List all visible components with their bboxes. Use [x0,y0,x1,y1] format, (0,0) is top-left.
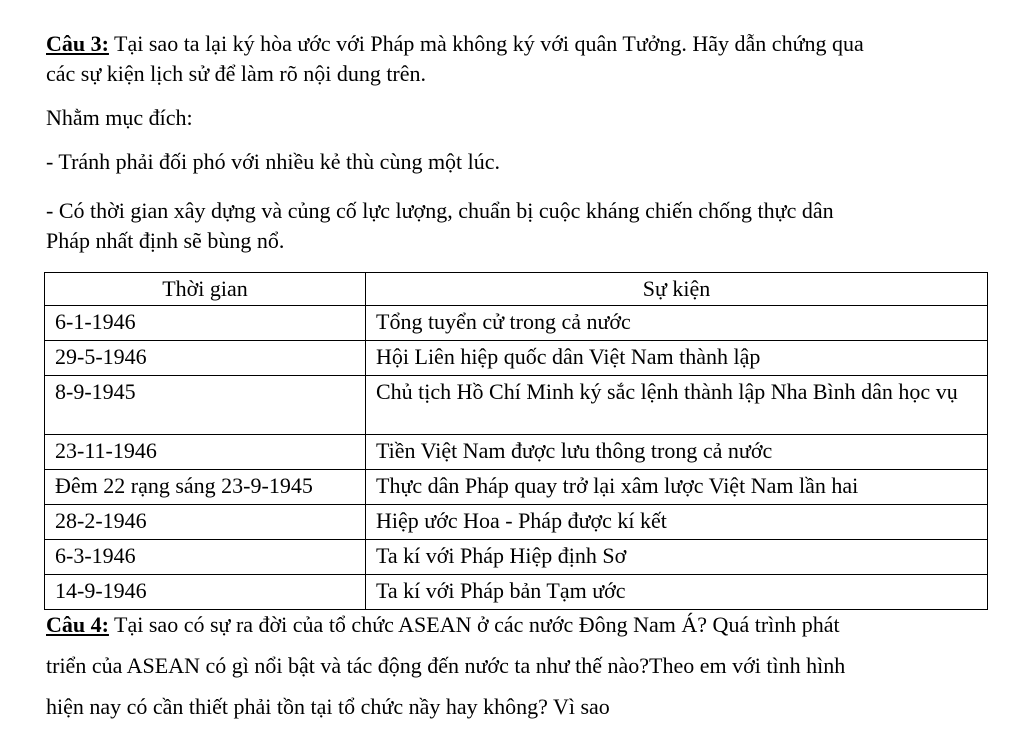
cell-event: Tiền Việt Nam được lưu thông trong cả nước [366,435,988,470]
cell-event: Ta kí với Pháp bản Tạm ước [366,575,988,610]
cell-time: 14-9-1946 [45,575,366,610]
question-4-text-line2: triển của ASEAN có gì nổi bật và tác động đến nước ta như thế nào?Theo em với tình hình [46,653,846,678]
table-row [45,470,988,505]
table-row [45,376,988,435]
cell-event: Chủ tịch Hồ Chí Minh ký sắc lệnh thành lập Nha Bình dân học vụ [366,376,988,435]
cell-time: Đêm 22 rạng sáng 23-9-1945 [45,470,366,505]
cell-event: Thực dân Pháp quay trở lại xâm lược Việt Nam lần hai [366,470,988,505]
table-row [45,435,988,470]
cell-time: 8-9-1945 [45,376,366,435]
question-3-text-line1: Tại sao ta lại ký hòa ước với Pháp mà không ký với quân Tưởng. Hãy dẫn chứng qua [108,31,864,56]
cell-time: 28-2-1946 [45,505,366,540]
header-time: Thời gian [45,273,366,306]
cell-time: 6-3-1946 [45,540,366,575]
question-4-label: Câu 4: [46,612,109,637]
cell-event: Ta kí với Pháp Hiệp định Sơ [366,540,988,575]
table-row [45,505,988,540]
question-3-text-line2: các sự kiện lịch sử để làm rõ nội dung trên. [46,61,427,86]
table-row [45,540,988,575]
answer-point-2-line1: - Có thời gian xây dựng và củng cố lực lượng, chuẩn bị cuộc kháng chiến chống thực dân [46,198,834,223]
question-4-text-line1: Tại sao có sự ra đời của tổ chức ASEAN ở các nước Đông Nam Á? Quá trình phát [108,612,840,637]
table-header-row [45,273,988,306]
question-3-label: Câu 3: [46,31,109,56]
cell-time: 29-5-1946 [45,341,366,376]
answer-point-2 [46,196,996,256]
events-table [44,272,988,610]
header-event: Sự kiện [366,273,988,306]
cell-time: 6-1-1946 [45,306,366,341]
table-row [45,341,988,376]
question-3 [46,29,996,89]
answer-intro: Nhằm mục đích: [46,105,193,130]
answer-point-2-line2: Pháp nhất định sẽ bùng nổ. [46,228,285,253]
cell-time: 23-11-1946 [45,435,366,470]
question-4-text-line3: hiện nay có cần thiết phải tồn tại tổ chức nầy hay không? Vì sao [46,694,610,719]
cell-event: Tổng tuyển cử trong cả nước [366,306,988,341]
answer-point-1: - Tránh phải đối phó với nhiều kẻ thù cùng một lúc. [46,149,501,174]
question-4 [46,604,996,727]
table-row [45,306,988,341]
cell-event: Hội Liên hiệp quốc dân Việt Nam thành lập [366,341,988,376]
cell-event: Hiệp ước Hoa - Pháp được kí kết [366,505,988,540]
